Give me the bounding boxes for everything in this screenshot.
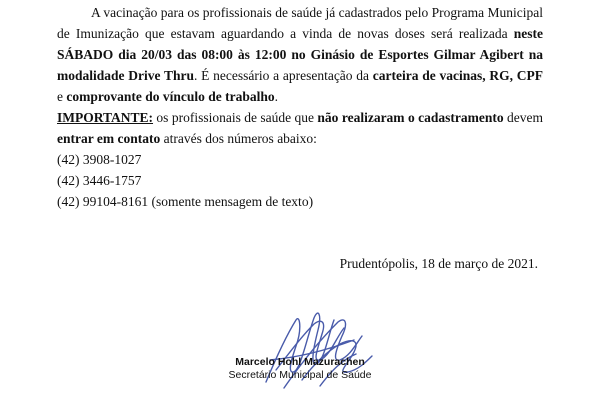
signatory-name: Marcelo Hohl Mazurachen <box>235 356 365 368</box>
phone-number: (42) 3908-1027 <box>57 152 142 167</box>
text-run: e <box>57 89 67 104</box>
bold-employment-proof: comprovante do vínculo de trabalho <box>66 89 275 104</box>
vaccination-paragraph <box>57 2 543 107</box>
text-run: . <box>274 89 279 104</box>
phone-number: (42) 3446-1757 <box>57 173 142 188</box>
document-body <box>57 2 543 212</box>
signatory-title: Secretário Municipal de Saúde <box>228 369 372 381</box>
place-date: Prudentópolis, 18 de março de 2021. <box>339 256 538 271</box>
bold-not-registered: não realizaram o cadastramento <box>317 110 504 125</box>
important-paragraph <box>57 107 543 149</box>
bold-schedule: neste SÁBADO dia 20/03 das 08:00 às 12:00 no Ginásio de Esportes Gilmar Agibert na modalidade Drive Thru <box>57 26 543 83</box>
phone-number: (42) 99104-8161 (somente mensagem de texto) <box>57 194 314 209</box>
text-run: os profissionais de saúde que <box>153 110 318 125</box>
signature-block <box>200 356 400 382</box>
text-run: A vacinação para os profissionais de saúde já cadastrados pelo Programa Municipal de Imunização que estavam aguardando a vinda de novas doses será realizada <box>57 5 543 41</box>
text-run: através dos números abaixo: <box>160 131 317 146</box>
important-label: IMPORTANTE: <box>57 110 154 125</box>
text-run: devem <box>503 110 543 125</box>
bold-documents: carteira de vacinas, RG, CPF <box>372 68 544 83</box>
bold-contact: entrar em contato <box>57 131 161 146</box>
text-run: . É necessário a apresentação da <box>194 68 373 83</box>
